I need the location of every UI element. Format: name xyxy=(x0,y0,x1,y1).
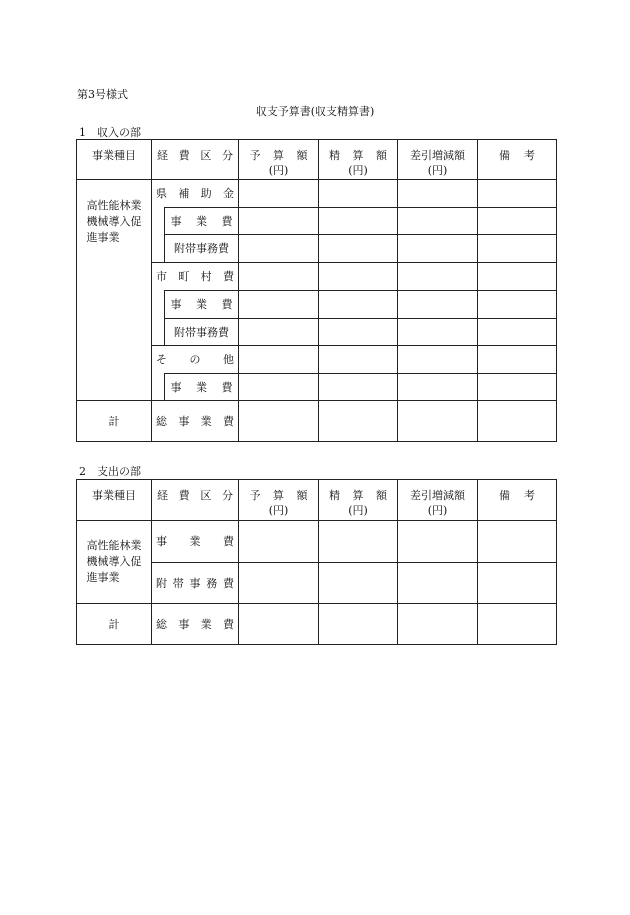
header-expense-category: 経 費 区 分 xyxy=(157,489,233,502)
expense-section-label: 2 支出の部 xyxy=(79,465,141,478)
difference-unit: (円) xyxy=(427,164,448,177)
header-remarks: 備 考 xyxy=(499,489,535,502)
budget-unit: (円) xyxy=(268,504,289,517)
form-number: 第3号様式 xyxy=(77,88,128,101)
row-pref-subsidy: 県 補 助 金 xyxy=(156,187,234,200)
settlement-unit: (円) xyxy=(348,504,368,517)
header-settlement: 精 算 額 (円) xyxy=(329,489,387,517)
row-incidental-2: 附帯事務費 xyxy=(174,325,229,339)
income-total-category: 総 事 業 費 xyxy=(156,414,234,428)
row-project-cost-2: 事 業 費 xyxy=(170,298,233,311)
difference-unit: (円) xyxy=(427,504,448,517)
header-remarks: 備 考 xyxy=(499,149,535,162)
income-total-label: 計 xyxy=(108,414,120,428)
header-settlement: 精 算 額 (円) xyxy=(329,149,387,177)
row-other: そ の 他 xyxy=(156,353,234,366)
income-project-name: 高性能林業 機械導入促 進事業 xyxy=(86,199,142,244)
header-difference: 差引増減額 (円) xyxy=(410,149,465,177)
budget-unit: (円) xyxy=(268,164,289,177)
header-project-type: 事業種目 xyxy=(92,149,136,162)
settlement-unit: (円) xyxy=(348,164,368,177)
header-project-type: 事業種目 xyxy=(92,489,136,502)
expense-project-name: 高性能林業 機械導入促 進事業 xyxy=(86,539,142,584)
row-project-cost-3: 事 業 費 xyxy=(170,380,233,394)
row-municipal: 市 町 村 費 xyxy=(156,270,234,283)
income-section-label: 1 収入の部 xyxy=(79,126,141,139)
row-project-cost-1: 事 業 費 xyxy=(170,214,233,228)
header-difference: 差引増減額 (円) xyxy=(410,489,465,517)
expense-total-label: 計 xyxy=(108,617,120,631)
document-title: 収支予算書(収支精算書) xyxy=(255,105,375,118)
row-incidental-1: 附帯事務費 xyxy=(174,242,229,255)
row-project-cost: 事 業 費 xyxy=(156,535,234,548)
header-expense-category: 経 費 区 分 xyxy=(157,149,233,162)
expense-total-category: 総 事 業 費 xyxy=(156,617,234,631)
header-budget: 予 算 額 (円) xyxy=(249,489,308,517)
row-incidental: 附 帯 事 務 費 xyxy=(156,576,234,590)
header-budget: 予 算 額 (円) xyxy=(249,149,308,177)
